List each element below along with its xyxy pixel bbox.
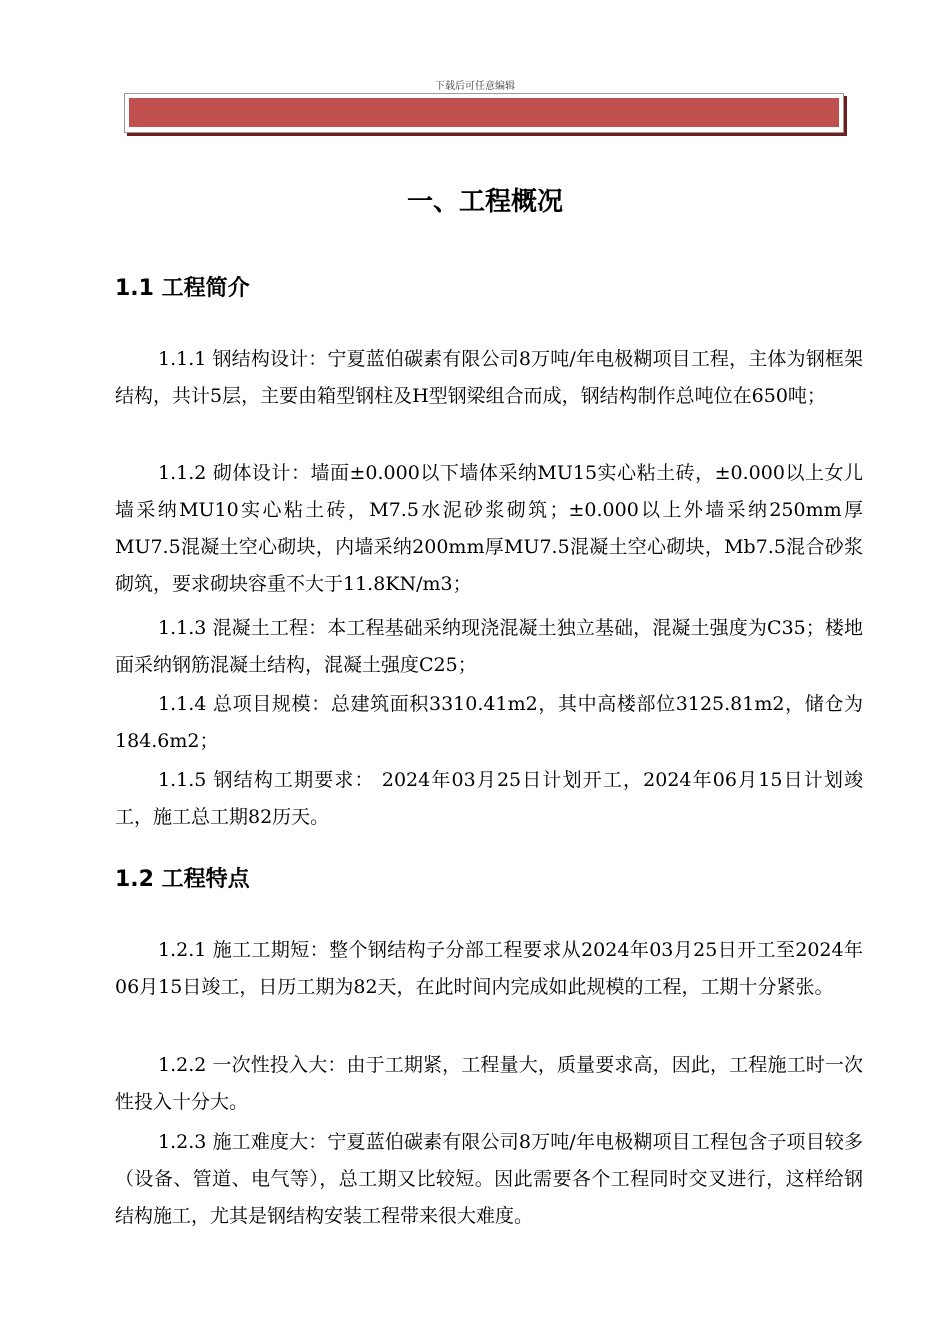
paragraph-1-1-4: 1.1.4 总项目规模：总建筑面积3310.41m2，其中高楼部位3125.81m2，储仓为184.6m2； [115, 693, 863, 752]
paragraph-1-2-2: 1.2.2 一次性投入大：由于工期紧，工程量大，质量要求高，因此，工程施工时一次性投入十分大。 [115, 1054, 863, 1113]
paragraph-1-1-1: 1.1.1 钢结构设计：宁夏蓝伯碳素有限公司8万吨/年电极糊项目工程，主体为钢框架结构，共计5层，主要由箱型钢柱及H型钢梁组合而成，钢结构制作总吨位在650吨； [115, 348, 863, 407]
paragraph-1-1-2: 1.1.2 砌体设计：墙面±0.000以下墙体采纳MU15实心粘土砖，±0.000以上女儿墙采纳MU10实心粘土砖，M7.5水泥砂浆砌筑；±0.000以上外墙采纳250mm厚MU7.5混凝土空心砌块，内墙采纳200mm厚MU7.5混凝土空心砌块，Mb7.5混合砂浆砌筑，要求砌块容重不大于11.8KN/m3； [115, 462, 863, 595]
header-banner [124, 93, 844, 133]
section-heading-1-1: 1.1 工程简介 [115, 276, 250, 301]
paragraph-1-2-3: 1.2.3 施工难度大：宁夏蓝伯碳素有限公司8万吨/年电极糊项目工程包含子项目较多（设备、管道、电气等），总工期又比较短。因此需要各个工程同时交叉进行，这样给钢结构施工，尤其是钢结构安装工程带来很大难度。 [115, 1131, 863, 1227]
paragraph-1-1-3: 1.1.3 混凝土工程：本工程基础采纳现浇混凝土独立基础，混凝土强度为C35；楼地面采纳钢筋混凝土结构，混凝土强度C25； [115, 617, 863, 676]
page-title: 一、工程概况 [406, 187, 563, 218]
paragraph-1-1-5: 1.1.5 钢结构工期要求： 2024年03月25日计划开工，2024年06月15日计划竣工，施工总工期82历天。 [115, 769, 863, 828]
header-note: 下载后可任意编辑 [435, 81, 515, 92]
paragraph-1-2-1: 1.2.1 施工工期短：整个钢结构子分部工程要求从2024年03月25日开工至2024年06月15日竣工，日历工期为82天，在此时间内完成如此规模的工程，工期十分紧张。 [115, 939, 863, 998]
header-banner-fill [129, 98, 839, 127]
section-heading-1-2: 1.2 工程特点 [115, 867, 250, 892]
